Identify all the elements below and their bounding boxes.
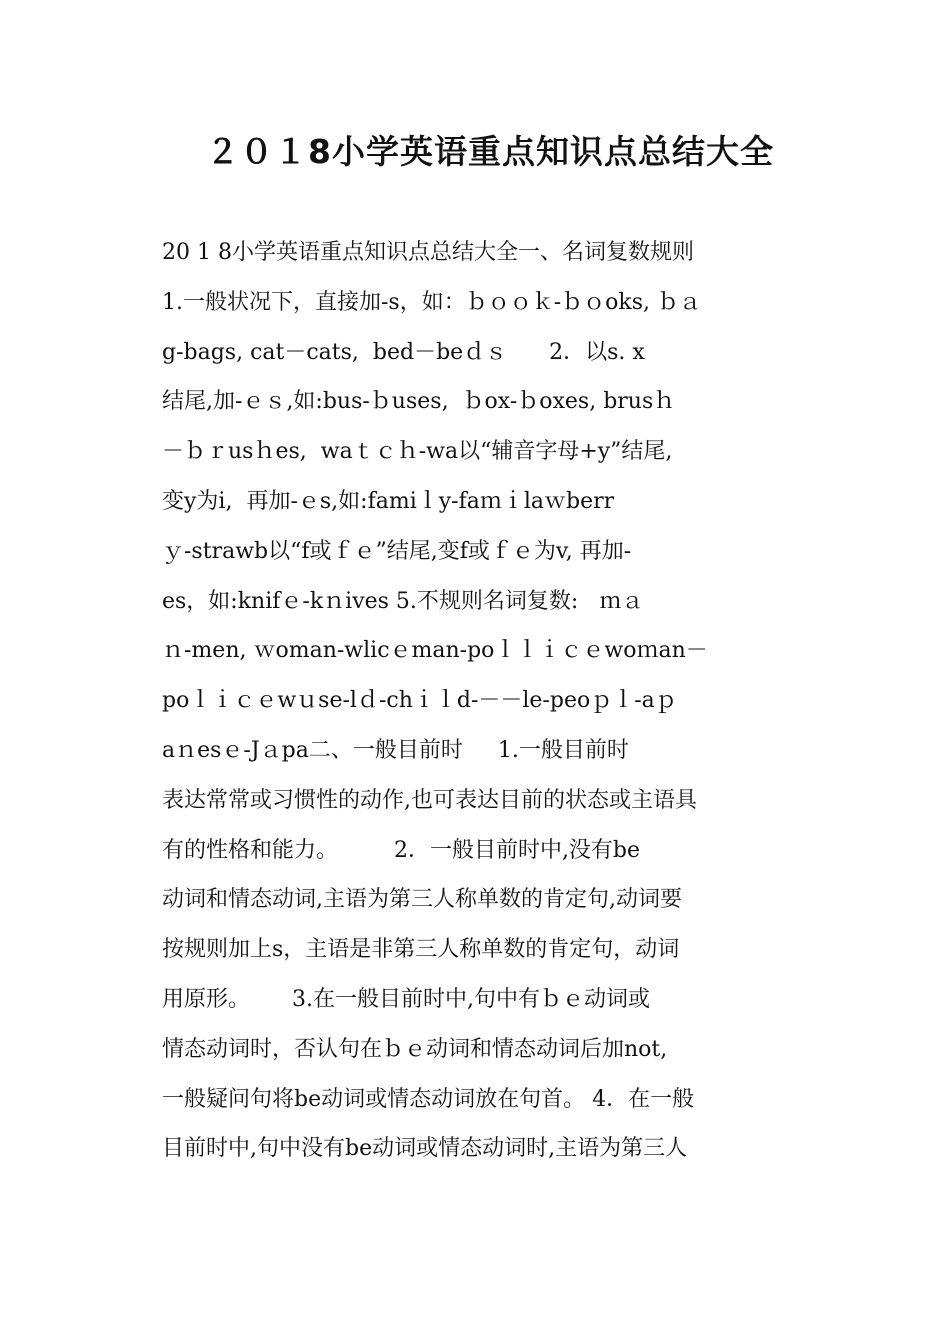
body-line-16: 用原形。 3.在一般目前时中,句中有ｂｅ动词或 [162,986,650,1012]
body-line-13: 有的性格和能力。 2．一般目前时中,没有be [162,837,641,863]
body-line-18: 一般疑问句将be动词或情态动词放在句首。 4．在一般 [162,1086,695,1112]
body-line-10: poｌｉｃｅwｕse-lｄ-chｉｌd-－－le-peoｐｌ-aｐ [162,688,677,714]
body-line-12: 表达常常或习惯性的动作,也可表达目前的状态或主语具 [162,787,697,813]
document-title: ２０１8小学英语重点知识点总结大全 [206,132,774,171]
body-line-3: g-bags, cat－cats, bed－beｄｓ 2．以s. x [162,339,645,365]
body-line-1: 20 1 8小学英语重点知识点总结大全一、名词复数规则 [162,240,694,265]
body-line-6: 变y为i, 再加-ｅs,如:famiｌy-faｍｉlaｗberr [162,488,615,514]
body-line-17: 情态动词时，否认句在ｂｅ动词和情态动词后加not, [162,1036,668,1062]
body-line-7: ｙ-strawb以“f或ｆｅ”结尾,变f或ｆｅ为v, 再加- [162,538,632,564]
body-line-14: 动词和情态动词,主语为第三人称单数的肯定句,动词要 [162,887,682,913]
body-line-4: 结尾,加-ｅｓ,如:bus-ｂuses, ｂox-ｂoxes, brusｈ [162,389,676,415]
document-body [162,228,792,1174]
body-line-15: 按规则加上s，主语是非第三人称单数的肯定句，动词 [162,937,680,963]
body-line-5: －ｂｒusｈes, waｔｃｈ-wa以“辅音字母+y”结尾, [162,439,673,465]
body-line-11: aｎesｅ-Jａpa二、一般目前时 1.一般目前时 [162,737,629,763]
body-line-9: ｎ-men, ｗoman-wlicｅman-poｌｌｉｃｅwoｍan－ [162,638,708,664]
body-line-19: 目前时中,句中没有be动词或情态动词时,主语为第三人 [162,1136,688,1162]
body-line-8: es，如:knifｅ-kｎives 5.不规则名词复数: ｍａ [162,588,644,614]
body-line-2: 1.一般状况下，直接加-s，如：ｂｏｏｋ-ｂｏoks, ｂａ [162,289,702,315]
